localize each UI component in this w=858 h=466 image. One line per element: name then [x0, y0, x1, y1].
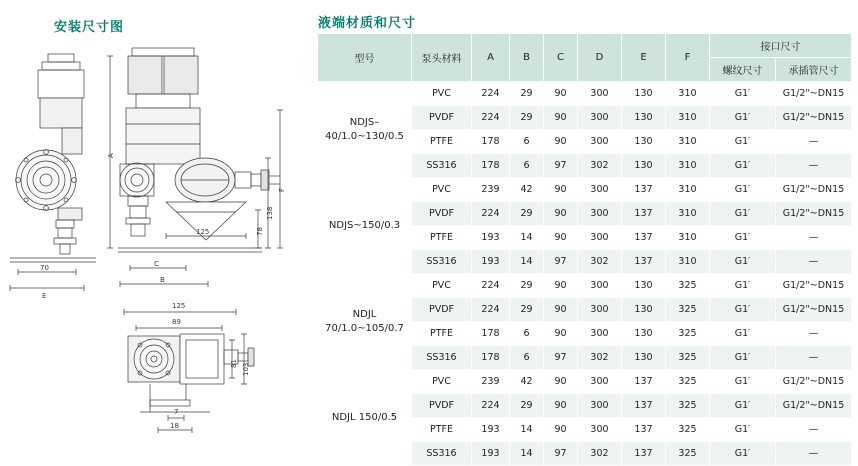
dim-label-7: 7 — [174, 408, 179, 416]
dim-e: 137 — [622, 202, 666, 226]
dim-label-78: 78 — [256, 227, 264, 236]
dim-d: 302 — [578, 442, 622, 466]
thread-size: G1′ — [710, 154, 776, 178]
dim-label-70: 70 — [40, 264, 49, 272]
th-port-size: 接口尺寸 — [710, 34, 852, 58]
dim-label-a: A — [107, 153, 115, 158]
dim-e: 130 — [622, 106, 666, 130]
dim-a: 239 — [472, 370, 510, 394]
dim-f: 310 — [666, 178, 710, 202]
th-b: B — [510, 34, 544, 82]
dim-c: 90 — [544, 178, 578, 202]
drawing-svg — [0, 40, 310, 440]
dim-c: 97 — [544, 154, 578, 178]
dim-a: 193 — [472, 442, 510, 466]
material-cell: SS316 — [412, 442, 472, 466]
material-cell: PVC — [412, 178, 472, 202]
dim-e: 137 — [622, 370, 666, 394]
dim-d: 300 — [578, 298, 622, 322]
material-cell: PVC — [412, 82, 472, 106]
socket-size: G1/2"~DN15 — [776, 106, 852, 130]
table-row — [318, 82, 852, 106]
dim-a: 178 — [472, 346, 510, 370]
thread-size: G1′ — [710, 250, 776, 274]
dim-c: 90 — [544, 394, 578, 418]
dim-b: 29 — [510, 274, 544, 298]
dim-label-125-front: 125 — [196, 228, 210, 236]
dim-c: 97 — [544, 250, 578, 274]
socket-size: — — [776, 154, 852, 178]
dim-b: 6 — [510, 346, 544, 370]
dim-b: 42 — [510, 178, 544, 202]
material-cell: PVC — [412, 370, 472, 394]
thread-size: G1′ — [710, 202, 776, 226]
socket-size: G1/2"~DN15 — [776, 82, 852, 106]
dim-f: 325 — [666, 274, 710, 298]
dim-d: 300 — [578, 130, 622, 154]
dim-c: 90 — [544, 298, 578, 322]
dim-label-89: 89 — [172, 318, 181, 326]
dim-e: 130 — [622, 346, 666, 370]
dim-c: 90 — [544, 82, 578, 106]
model-cell-0: NDJS–40/1.0~130/0.5 — [318, 82, 412, 178]
th-f: F — [666, 34, 710, 82]
th-a: A — [472, 34, 510, 82]
dim-f: 325 — [666, 322, 710, 346]
socket-size: — — [776, 442, 852, 466]
page-title-right: 液端材质和尺寸 — [318, 16, 417, 31]
dim-a: 178 — [472, 130, 510, 154]
dim-b: 14 — [510, 418, 544, 442]
table-header-row-1 — [318, 34, 852, 58]
thread-size: G1′ — [710, 274, 776, 298]
dim-e: 137 — [622, 178, 666, 202]
dim-b: 29 — [510, 202, 544, 226]
th-model: 型号 — [318, 34, 412, 82]
dim-e: 137 — [622, 226, 666, 250]
socket-size: G1/2"~DN15 — [776, 298, 852, 322]
dim-d: 302 — [578, 250, 622, 274]
dim-c: 90 — [544, 226, 578, 250]
dim-d: 300 — [578, 370, 622, 394]
dim-f: 310 — [666, 130, 710, 154]
dim-b: 29 — [510, 82, 544, 106]
material-cell: PTFE — [412, 226, 472, 250]
thread-size: G1′ — [710, 226, 776, 250]
thread-size: G1′ — [710, 346, 776, 370]
dim-b: 42 — [510, 370, 544, 394]
dim-a: 224 — [472, 106, 510, 130]
dim-e: 137 — [622, 394, 666, 418]
socket-size: — — [776, 346, 852, 370]
socket-size: G1/2"~DN15 — [776, 274, 852, 298]
th-thread-size: 螺纹尺寸 — [710, 58, 776, 82]
dim-label-138: 138 — [266, 206, 274, 220]
dim-a: 193 — [472, 250, 510, 274]
installation-dimension-drawing — [0, 40, 310, 440]
dim-d: 300 — [578, 226, 622, 250]
material-cell: PVDF — [412, 106, 472, 130]
dim-e: 130 — [622, 154, 666, 178]
dim-c: 90 — [544, 106, 578, 130]
dim-b: 6 — [510, 130, 544, 154]
page-title-left: 安装尺寸图 — [54, 20, 125, 35]
dim-e: 130 — [622, 130, 666, 154]
dim-d: 300 — [578, 418, 622, 442]
dim-c: 90 — [544, 130, 578, 154]
dim-f: 325 — [666, 346, 710, 370]
material-cell: PTFE — [412, 130, 472, 154]
dim-b: 6 — [510, 322, 544, 346]
dim-e: 130 — [622, 298, 666, 322]
socket-size: G1/2"~DN15 — [776, 370, 852, 394]
dim-f: 325 — [666, 370, 710, 394]
dim-label-125-plan: 125 — [172, 302, 186, 310]
thread-size: G1′ — [710, 178, 776, 202]
dim-f: 325 — [666, 394, 710, 418]
thread-size: G1′ — [710, 418, 776, 442]
socket-size: — — [776, 418, 852, 442]
dim-c: 90 — [544, 370, 578, 394]
dim-c: 97 — [544, 346, 578, 370]
th-c: C — [544, 34, 578, 82]
dim-label-81: 81 — [230, 359, 238, 368]
socket-size: G1/2"~DN15 — [776, 394, 852, 418]
dim-e: 130 — [622, 322, 666, 346]
socket-size: — — [776, 226, 852, 250]
model-cell-2: NDJL 70/1.0~105/0.7 — [318, 274, 412, 370]
socket-size: G1/2"~DN15 — [776, 202, 852, 226]
thread-size: G1′ — [710, 442, 776, 466]
dim-c: 90 — [544, 322, 578, 346]
socket-size: — — [776, 130, 852, 154]
dim-a: 224 — [472, 274, 510, 298]
material-cell: SS316 — [412, 250, 472, 274]
material-cell: SS316 — [412, 346, 472, 370]
table-row — [318, 370, 852, 394]
dim-a: 224 — [472, 394, 510, 418]
dim-a: 239 — [472, 178, 510, 202]
dim-a: 224 — [472, 82, 510, 106]
dim-c: 90 — [544, 418, 578, 442]
dim-e: 137 — [622, 250, 666, 274]
dim-d: 302 — [578, 346, 622, 370]
th-material: 泵头材料 — [412, 34, 472, 82]
dim-a: 224 — [472, 202, 510, 226]
dim-d: 300 — [578, 178, 622, 202]
th-e: E — [622, 34, 666, 82]
th-socket-size: 承插管尺寸 — [776, 58, 852, 82]
thread-size: G1′ — [710, 106, 776, 130]
dim-e: 130 — [622, 82, 666, 106]
dim-f: 325 — [666, 442, 710, 466]
material-cell: PVC — [412, 274, 472, 298]
dim-label-103: 103 — [242, 362, 250, 376]
material-cell: PTFE — [412, 322, 472, 346]
dim-f: 310 — [666, 202, 710, 226]
dim-label-c: C — [154, 260, 159, 268]
dim-e: 137 — [622, 418, 666, 442]
dim-b: 14 — [510, 226, 544, 250]
dim-a: 193 — [472, 226, 510, 250]
thread-size: G1′ — [710, 322, 776, 346]
dim-f: 325 — [666, 298, 710, 322]
model-cell-3: NDJL 150/0.5 — [318, 370, 412, 466]
dim-b: 29 — [510, 394, 544, 418]
dim-c: 90 — [544, 274, 578, 298]
dim-c: 97 — [544, 442, 578, 466]
material-cell: PVDF — [412, 394, 472, 418]
th-d: D — [578, 34, 622, 82]
thread-size: G1′ — [710, 82, 776, 106]
socket-size: — — [776, 322, 852, 346]
socket-size: — — [776, 250, 852, 274]
material-cell: PTFE — [412, 418, 472, 442]
material-cell: PVDF — [412, 202, 472, 226]
dim-b: 14 — [510, 442, 544, 466]
thread-size: G1′ — [710, 370, 776, 394]
dim-label-18: 18 — [170, 422, 179, 430]
spec-table-body — [318, 82, 852, 466]
dim-f: 325 — [666, 418, 710, 442]
dim-e: 137 — [622, 442, 666, 466]
spec-table — [317, 33, 852, 466]
dim-a: 178 — [472, 322, 510, 346]
thread-size: G1′ — [710, 298, 776, 322]
dim-a: 178 — [472, 154, 510, 178]
material-cell: PVDF — [412, 298, 472, 322]
dim-e: 130 — [622, 274, 666, 298]
table-row — [318, 178, 852, 202]
dim-b: 29 — [510, 106, 544, 130]
dim-label-e: E — [42, 292, 47, 300]
spec-table-wrapper — [317, 33, 851, 466]
dim-f: 310 — [666, 250, 710, 274]
table-row — [318, 274, 852, 298]
dim-f: 310 — [666, 106, 710, 130]
model-cell-1: NDJS~150/0.3 — [318, 178, 412, 274]
dim-c: 90 — [544, 202, 578, 226]
dim-d: 302 — [578, 154, 622, 178]
dim-label-b: B — [160, 276, 165, 284]
dim-label-f: F — [278, 187, 286, 192]
dim-d: 300 — [578, 274, 622, 298]
dim-b: 29 — [510, 298, 544, 322]
dim-f: 310 — [666, 226, 710, 250]
dim-a: 193 — [472, 418, 510, 442]
dim-d: 300 — [578, 322, 622, 346]
thread-size: G1′ — [710, 130, 776, 154]
material-cell: SS316 — [412, 154, 472, 178]
dim-a: 224 — [472, 298, 510, 322]
dim-d: 300 — [578, 106, 622, 130]
socket-size: G1/2"~DN15 — [776, 178, 852, 202]
dim-d: 300 — [578, 202, 622, 226]
dim-d: 300 — [578, 394, 622, 418]
dim-b: 6 — [510, 154, 544, 178]
dim-b: 14 — [510, 250, 544, 274]
thread-size: G1′ — [710, 394, 776, 418]
dim-d: 300 — [578, 82, 622, 106]
dim-f: 310 — [666, 82, 710, 106]
dim-f: 310 — [666, 154, 710, 178]
